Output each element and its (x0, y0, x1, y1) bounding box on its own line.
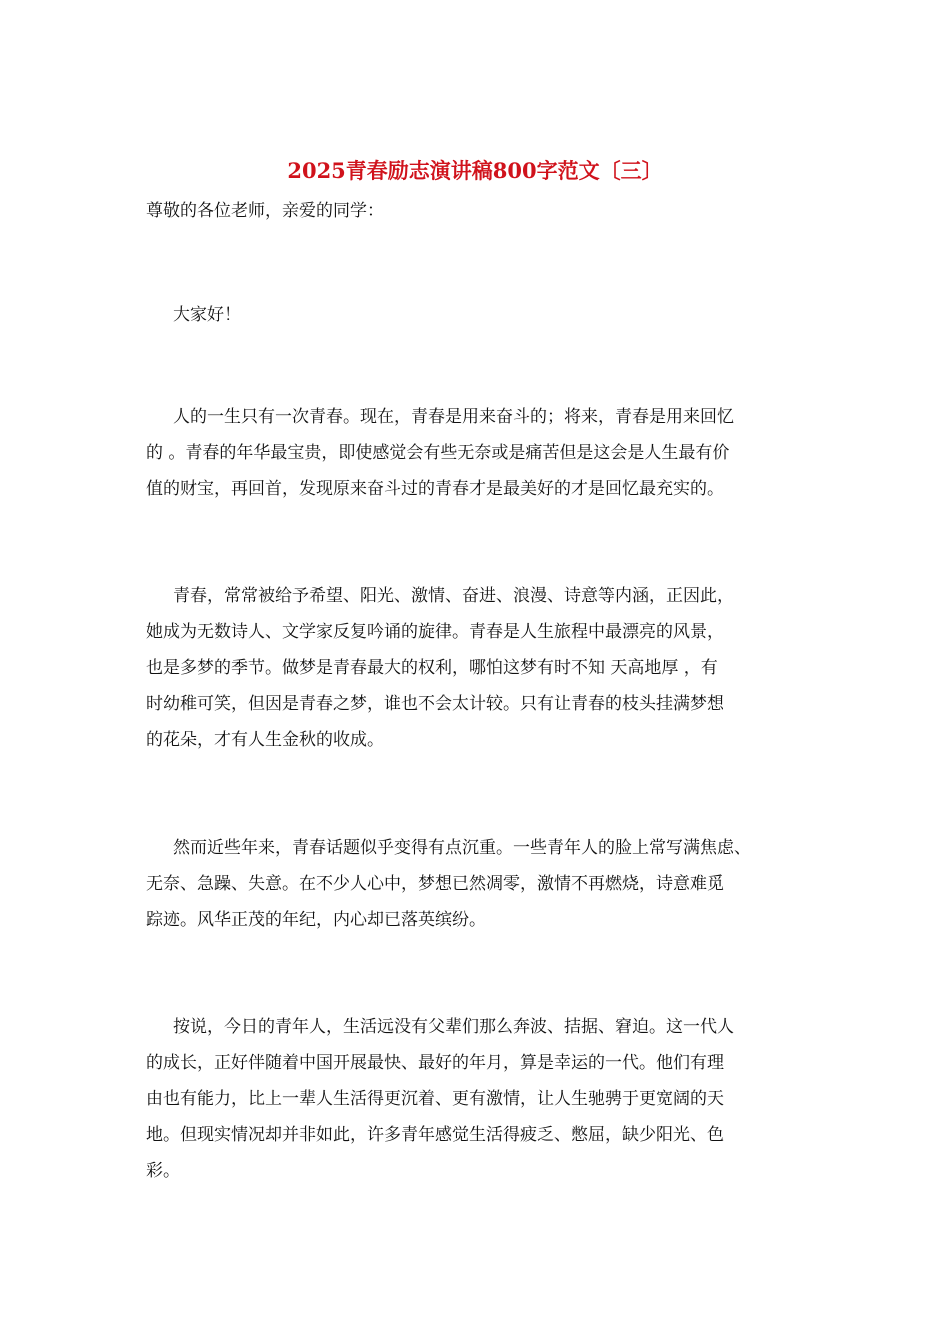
paragraph-line: 彩。 (146, 1161, 180, 1181)
paragraph-line: 地。但现实情况却并非如此，许多青年感觉生活得疲乏、憋屈，缺少阳光、色 (146, 1125, 724, 1145)
paragraph-line: 无奈、急躁、失意。在不少人心中，梦想已然凋零，激情不再燃烧，诗意难觅 (146, 874, 724, 894)
paragraph-line: 的成长，正好伴随着中国开展最快、最好的年月，算是幸运的一代。他们有理 (146, 1053, 724, 1073)
paragraph-line: 也是多梦的季节。做梦是青春最大的权利，哪怕这梦有时不知 天高地厚 ，有 (146, 658, 718, 678)
paragraph-line: 然而近些年来，青春话题似乎变得有点沉重。一些青年人的脸上常写满焦虑、 (173, 838, 751, 858)
document-title: 2025青春励志演讲稿800字范文〔三〕 (287, 158, 663, 183)
salutation: 尊敬的各位老师，亲爱的同学： (146, 201, 384, 221)
paragraph-2 (146, 583, 816, 763)
paragraph-line: 的 。青春的年华最宝贵，即使感觉会有些无奈或是痛苦但是这会是人生最有价 (146, 443, 730, 463)
paragraph-line: 人的一生只有一次青春。现在，青春是用来奋斗的；将来，青春是用来回忆 (173, 407, 734, 427)
paragraph-line: 大家好！ (173, 305, 241, 325)
paragraph-line: 青春，常常被给予希望、阳光、激情、奋进、浪漫、诗意等内涵，正因此， (173, 586, 734, 606)
paragraph-line: 值的财宝，再回首，发现原来奋斗过的青春才是最美好的才是回忆最充实的。 (146, 479, 724, 499)
paragraph-line: 的花朵，才有人生金秋的收成。 (146, 730, 384, 750)
paragraph-line: 按说，今日的青年人，生活远没有父辈们那么奔波、拮据、窘迫。这一代人 (173, 1017, 734, 1037)
paragraph-line: 踪迹。风华正茂的年纪，内心却已落英缤纷。 (146, 910, 486, 930)
paragraph-3 (146, 835, 816, 943)
paragraph-1 (146, 404, 816, 512)
paragraph-4 (146, 1014, 816, 1194)
paragraph-line: 时幼稚可笑，但因是青春之梦，谁也不会太计较。只有让青春的枝头挂满梦想 (146, 694, 724, 714)
paragraph-line: 由也有能力，比上一辈人生活得更沉着、更有激情，让人生驰骋于更宽阔的天 (146, 1089, 724, 1109)
paragraph-greeting (146, 302, 816, 338)
paragraph-line: 她成为无数诗人、文学家反复吟诵的旋律。青春是人生旅程中最漂亮的风景， (146, 622, 724, 642)
